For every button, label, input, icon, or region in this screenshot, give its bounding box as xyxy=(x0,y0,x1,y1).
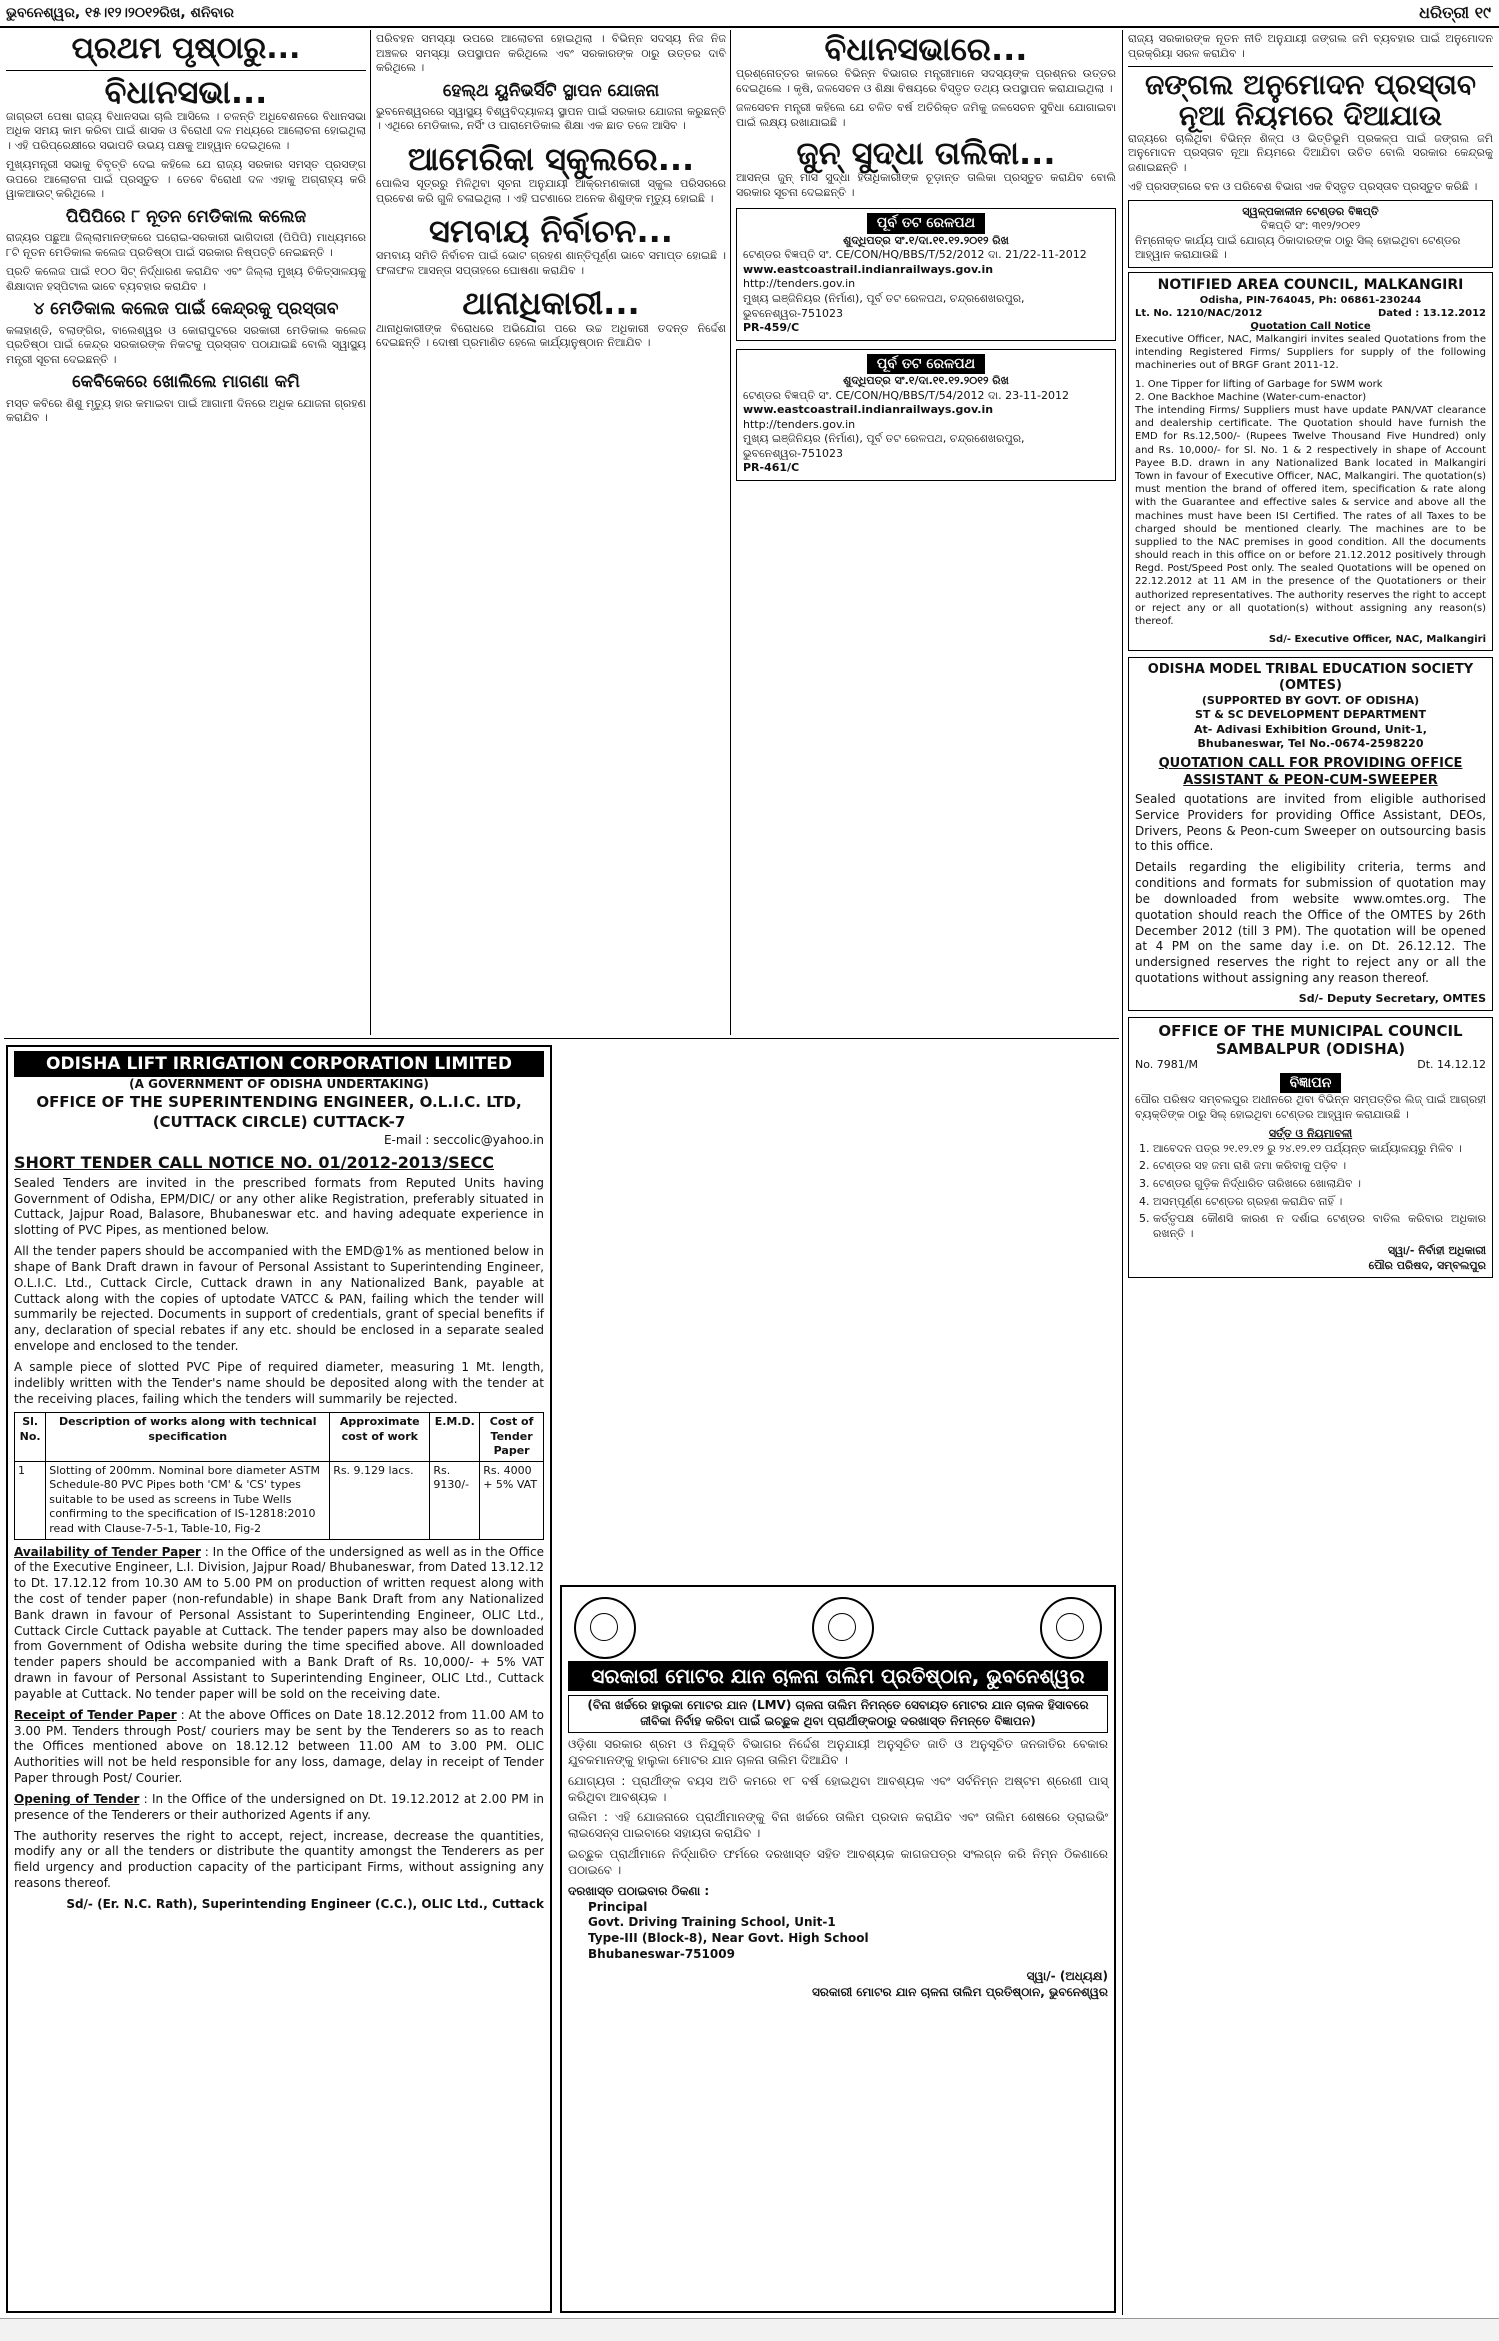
nac-address: Odisha, PIN-764045, Ph: 06861-230244 xyxy=(1199,294,1422,306)
omtes-address-1: At- Adivasi Exhibition Ground, Unit-1, xyxy=(1194,722,1427,736)
olic-office-circle: (CUTTACK CIRCLE) CUTTACK-7 xyxy=(152,1113,406,1132)
nac-letter-number: Lt. No. 1210/NAC/2012 xyxy=(1135,307,1263,319)
paragraph: ମୁଖ୍ୟମନ୍ତ୍ରୀ ସଭାକୁ ବିବୃତ୍ତି ଦେଇ କହିଲେ ଯେ ରାଜ୍ୟ ସରକାର ସମସ୍ତ ପ୍ରସଙ୍ଗ ଉପରେ ଆଲୋଚନା ପାଇଁ ପ୍ରସ୍ତୁତ । ତେବେ ବିରୋଧୀ ଦଳ ଏହାକୁ ଅଗ୍ରାହ୍ୟ କରି ୱାକଆଉଟ୍ କରିଥିଲେ । xyxy=(6,158,366,201)
olic-subtitle: (A GOVERNMENT OF ODISHA UNDERTAKING) xyxy=(129,1077,429,1092)
omtes-signature: Sd/- Deputy Secretary, OMTES xyxy=(1298,991,1486,1005)
availability-heading: Availability of Tender Paper xyxy=(14,1544,201,1559)
column-1 xyxy=(6,32,366,1032)
conditions-list xyxy=(1135,1142,1486,1241)
nac-intro: Executive Officer, NAC, Malkangiri invites sealed Quotations from the intending Registered Firms/ Suppliers for supply of the following machineries out of BRGF Grant 2011-12. xyxy=(1135,334,1486,372)
tender-site-link[interactable]: http://tenders.gov.in xyxy=(743,277,856,291)
driving-paragraph: ତାଲିମ : ଏହି ଯୋଜନାରେ ପ୍ରାର୍ଥୀମାନଙ୍କୁ ବିନା ଖର୍ଚ୍ଚରେ ତାଲିମ ପ୍ରଦାନ କରାଯିବ ଏବଂ ତାଲିମ ଶେଷରେ ଡ୍ରାଇଭିଂ ଲାଇସେନ୍ସ ପାଇବାରେ ସହାୟତା କରାଯିବ । xyxy=(568,1810,1108,1841)
driving-school-ad xyxy=(560,1585,1116,2313)
paragraph: ଏହି ପ୍ରସଙ୍ଗରେ ବନ ଓ ପରିବେଶ ବିଭାଗ ଏକ ବିସ୍ତୃତ ପ୍ରସ୍ତାବ ପ୍ରସ୍ତୁତ କରିଛି । xyxy=(1128,180,1478,194)
tender-box-ref: ବିଜ୍ଞପ୍ତି ସଂ: ୩୧୨/୨୦୧୨ xyxy=(1260,219,1361,233)
paragraph: ଆସନ୍ତା ଜୁନ୍ ମାସ ସୁଦ୍ଧା ହିତାଧିକାରୀଙ୍କ ଚୂଡ଼ାନ୍ତ ତାଲିକା ପ୍ରସ୍ତୁତ କରାଯିବ ବୋଲି ସରକାର ସୂଚନା ଦେଇଛନ୍ତି । xyxy=(736,171,1116,199)
olic-title: ODISHA LIFT IRRIGATION CORPORATION LIMITED xyxy=(14,1051,544,1077)
receipt-heading: Receipt of Tender Paper xyxy=(14,1707,177,1722)
govt-emblem-left xyxy=(574,1597,636,1659)
section-divider xyxy=(4,1038,1119,1039)
condition-item: 5. କର୍ତ୍ତୃପକ୍ଷ କୌଣସି କାରଣ ନ ଦର୍ଶାଇ ଟେଣ୍ଡର ବାତିଲ କରିବାର ଅଧିକାର ରଖନ୍ତି । xyxy=(1153,1212,1486,1241)
paragraph: ପରିବହନ ସମସ୍ୟା ଉପରେ ଆଲୋଚନା ହୋଇଥିଲା । ବିଭିନ୍ନ ସଦସ୍ୟ ନିଜ ନିଜ ଅଞ୍ଚଳର ସମସ୍ୟା ଉପସ୍ଥାପନ କରିଥିଲେ ଏବଂ ସରକାରଙ୍କ ଠାରୁ ଉତ୍ତର ଦାବି କରିଥିଲେ । xyxy=(376,32,726,75)
table-cell: Rs. 4000 + 5% VAT xyxy=(480,1461,544,1539)
advertisement-tag: ବିଜ୍ଞାପନ xyxy=(1280,1073,1342,1093)
table-header: E.M.D. xyxy=(430,1413,480,1462)
olic-office: OFFICE OF THE SUPERINTENDING ENGINEER, O.L.I.C. LTD, xyxy=(36,1093,522,1112)
masthead xyxy=(0,0,1499,28)
table-cell: Rs. 9.129 lacs. xyxy=(330,1461,430,1539)
nac-subject: Quotation Call Notice xyxy=(1250,320,1371,332)
sambalpur-title: OFFICE OF THE MUNICIPAL COUNCIL SAMBALPUR (ODISHA) xyxy=(1158,1022,1463,1059)
paragraph: କଳାହାଣ୍ଡି, ବଲାଙ୍ଗିର, ବାଲେଶ୍ୱର ଓ କୋରାପୁଟରେ ସରକାରୀ ମେଡିକାଲ କଲେଜ ପ୍ରତିଷ୍ଠା ପାଇଁ କେନ୍ଦ୍ର ସରକାରଙ୍କ ନିକଟକୁ ପ୍ରସ୍ତାବ ପଠାଯାଇଛି ବୋଲି ସ୍ୱାସ୍ଥ୍ୟ ମନ୍ତ୍ରୀ ସୂଚନା ଦେଇଛନ୍ତି । xyxy=(6,323,366,366)
corrigendum-number: ଶୁଦ୍ଧିପତ୍ର ସଂ.୧/ଦା.୧୧.୧୨.୨୦୧୨ ରିଖ xyxy=(843,374,1009,388)
olic-email[interactable]: E-mail : seccolic@yahoo.in xyxy=(383,1132,544,1147)
column-divider xyxy=(370,30,371,1035)
headline: ସମବାୟ ନିର୍ବାଚନ... xyxy=(429,212,673,251)
olic-reserve-clause: The authority reserves the right to accept, reject, increase, decrease the quantities, modify any or all the tenders or distribute the quantity amongst the Tenderers as per field urgency and production capacity of the participant Firms, without assigning any reasons thereof. xyxy=(14,1828,544,1891)
headline: ଜଙ୍ଗଲ ଅନୁମୋଦନ ପ୍ରସ୍ତାବ ନୂଆ ନିୟମରେ ଦିଆଯାଉ xyxy=(1145,68,1476,132)
driving-signature-office: ସରକାରୀ ମୋଟର ଯାନ ଚାଳନା ତାଲିମ ପ୍ରତିଷ୍ଠାନ, ଭୁବନେଶ୍ୱର xyxy=(811,1984,1108,1999)
receipt-text: At the above Offices on Date 18.12.2012 from 11.00 AM to 3.00 PM. Tenders through Post/ couriers may be sent by the Tenderers so as to reach the Offices mentioned above on 18.12.12 between 11.00 AM to 3.00 PM. OLIC Authorities will not be held responsible for any loss, damage, delay in receipt of Tender Paper through Post/ Courier. xyxy=(14,1707,545,1786)
omtes-address-2: Bhubaneswar, Tel No.-0674-2598220 xyxy=(1197,737,1424,751)
tender-box-heading: ସ୍ୱଳ୍ପକାଳୀନ ଟେଣ୍ଡର ବିଜ୍ଞପ୍ତି xyxy=(1242,204,1379,218)
tender-site-link[interactable]: http://tenders.gov.in xyxy=(743,417,856,431)
paragraph: ଭୁବନେଶ୍ୱରରେ ସ୍ୱାସ୍ଥ୍ୟ ବିଶ୍ୱବିଦ୍ୟାଳୟ ସ୍ଥାପନ ପାଇଁ ସରକାର ଯୋଜନା କରୁଛନ୍ତି । ଏଥିରେ ମେଡିକାଲ, ନର୍ସିଂ ଓ ପାରାମେଡିକାଲ ଶିକ୍ଷା ଏକ ଛାତ ତଳେ ଆସିବ । xyxy=(376,104,726,133)
olic-paragraph: A sample piece of slotted PVC Pipe of required diameter, measuring 1 Mt. length, indelibly written with the Tender's name should be deposited along with the tender at the receiving places, failing which the tenders will summarily be rejected. xyxy=(14,1359,544,1406)
headline: ଥାନାଧିକାରୀ... xyxy=(462,284,640,323)
subheadline: କେବିକେରେ ଖୋଲିଲେ ମାଗଣା କମି xyxy=(72,372,300,393)
olic-works-table xyxy=(14,1412,544,1539)
nac-signature: Sd/- Executive Officer, NAC, Malkangiri xyxy=(1268,634,1486,646)
subheadline: ହେଲ୍ଥ ୟୁନିଭର୍ସିଟି ସ୍ଥାପନ ଯୋଜନା xyxy=(442,80,660,101)
nac-item: 1. One Tipper for lifting of Garbage for SWM work xyxy=(1135,378,1383,390)
omtes-paragraph: Sealed quotations are invited from eligible authorised Service Providers for providing Office Assistant, DEOs, Drivers, Peons & Peon-cum Sweeper on outsourcing basis to this office. xyxy=(1135,791,1486,854)
paragraph: ପ୍ରତି କଲେଜ ପାଇଁ ୧୦୦ ସିଟ୍ ନିର୍ଦ୍ଧାରଣ କରାଯିବ ଏବଂ ଜିଲ୍ଲା ମୁଖ୍ୟ ଚିକିତ୍ସାଳୟକୁ ଶିକ୍ଷାଦାନ ହସ୍ପିଟାଲ ଭାବେ ବ୍ୟବହାର କରାଯିବ । xyxy=(6,265,366,293)
tender-box-body: ନିମ୍ନୋକ୍ତ କାର୍ଯ୍ୟ ପାଇଁ ଯୋଗ୍ୟ ଠିକାଦାରଙ୍କ ଠାରୁ ସିଲ୍ ହୋଇଥିବା ଟେଣ୍ଡର ଆହ୍ୱାନ କରାଯାଉଛି । xyxy=(1135,233,1461,262)
omtes-department: ST & SC DEVELOPMENT DEPARTMENT xyxy=(1194,708,1427,722)
omtes-subject: QUOTATION CALL FOR PROVIDING OFFICE ASSISTANT & PEON-CUM-SWEEPER xyxy=(1158,755,1463,788)
opening-text: In the Office of the undersigned on Dt. 19.12.2012 at 2.00 PM in presence of the Tenderers or their authorized Agents if any. xyxy=(14,1791,545,1822)
driving-school-subtitle: (ବିନା ଖର୍ଚ୍ଚରେ ହାଲୁକା ମୋଟର ଯାନ (LMV) ଚାଳନା ତାଲିମ ନିମନ୍ତେ ସେବାୟତ ମୋଟର ଯାନ ଚାଳକ ହିସାବରେ ଜୀବିକା ନିର୍ବାହ କରିବା ପାଇଁ ଇଚ୍ଛୁକ ଥିବା ପ୍ରାର୍ଥୀଙ୍କଠାରୁ ଦରଖାସ୍ତ ନିମନ୍ତେ ବିଜ୍ଞାପନ) xyxy=(568,1695,1108,1733)
address-line: Type-III (Block-8), Near Govt. High School xyxy=(588,1931,869,1946)
sambalpur-signature: ସ୍ୱା/- ନିର୍ବାହୀ ଅଧିକାରୀ xyxy=(1387,1244,1486,1258)
column-3 xyxy=(736,32,1116,1032)
address-line: Bhubaneswar-751009 xyxy=(588,1946,735,1961)
driving-school-title: ସରକାରୀ ମୋଟର ଯାନ ଚାଳନା ତାଲିମ ପ୍ରତିଷ୍ଠାନ, ଭୁବନେଶ୍ୱର xyxy=(568,1661,1108,1691)
headline: ଆମେରିକା ସ୍କୁଲରେ... xyxy=(407,139,695,178)
paper-name-and-page xyxy=(1419,2,1491,23)
kicker-first-page: ପ୍ରଥମ ପୃଷ୍ଠାରୁ... xyxy=(71,32,301,66)
driving-signature: ସ୍ୱା/- (ଅଧ୍ୟକ୍ଷ) xyxy=(1026,1968,1108,1983)
column-2 xyxy=(376,32,726,1032)
column-divider xyxy=(730,30,731,1035)
table-header: Cost of Tender Paper xyxy=(480,1413,544,1462)
table-header: Approximate cost of work xyxy=(330,1413,430,1462)
sambalpur-notice xyxy=(1128,1017,1493,1278)
olic-signature: Sd/- (Er. N.C. Rath), Superintending Engineer (C.C.), OLIC Ltd., Cuttack xyxy=(66,1896,544,1911)
nac-item: 2. One Backhoe Machine (Water-cum-enactor) xyxy=(1135,391,1367,403)
tender-reference: ଟେଣ୍ଡର ବିଜ୍ଞପ୍ତି ସଂ. CE/CON/HQ/BBS/T/54/2012 ଦା. 23-11-2012 xyxy=(743,388,1069,402)
paragraph: ରାଜ୍ୟର ପଛୁଆ ଜିଲ୍ଲାମାନଙ୍କରେ ଘରୋଇ-ସରକାରୀ ଭାଗିଦାରୀ (ପିପିପି) ମାଧ୍ୟମରେ ୮ଟି ନୂତନ ମେଡିକାଲ କଲେଜ ପ୍ରତିଷ୍ଠା ପାଇଁ ସରକାର ନିଷ୍ପତ୍ତି ନେଇଛନ୍ତି । xyxy=(6,231,366,259)
website-link[interactable]: www.eastcoastrail.indianrailways.gov.in xyxy=(743,403,994,417)
paragraph: ଥାନାଧିକାରୀଙ୍କ ବିରୋଧରେ ଅଭିଯୋଗ ପରେ ଉଚ୍ଚ ଅଧିକାରୀ ତଦନ୍ତ ନିର୍ଦ୍ଦେଶ ଦେଇଛନ୍ତି । ଦୋଷୀ ପ୍ରମାଣିତ ହେଲେ କାର୍ଯ୍ୟାନୁଷ୍ଠାନ ନିଆଯିବ । xyxy=(376,321,726,350)
condition-item: 4. ଅସମ୍ପୂର୍ଣ୍ଣ ଟେଣ୍ଡର ଗ୍ରହଣ କରାଯିବ ନାହିଁ । xyxy=(1153,1195,1486,1210)
olic-paragraph: All the tender papers should be accompanied with the EMD@1% as mentioned below in shape of Bank Draft drawn in favour of Personal Assistant to Superintending Engineer, O.L.I.C. Ltd., Cuttack Circle, Cuttack drawn in any Nationalized Bank, payable at Cuttack along with the copies of uptodate VATCC & PAN, failing which the tender will summarily be rejected. Documents in support of credentials, grant of special benefits if any, declaration of special rebates if any etc. should be enclosed in a separate sealed envelope and enclosed to the tender. xyxy=(14,1244,544,1354)
condition-item: 3. ଟେଣ୍ଡର ଗୁଡ଼ିକ ନିର୍ଦ୍ଧାରିତ ତାରିଖରେ ଖୋଲାଯିବ । xyxy=(1153,1177,1486,1192)
olic-notice-title: SHORT TENDER CALL NOTICE NO. 01/2012-2013/SECC xyxy=(14,1152,495,1172)
paragraph: ଜାଗ୍ରତୀ ପେଷା ରାଜ୍ୟ ବିଧାନସଭା ଚାଲି ଆସିଲେ । ଚଳନ୍ତି ଅଧିବେଶନରେ ବିଧାନସଭା ଅଧିକ ସମୟ କାମ କରିବା ପାଇଁ ଶାସକ ଓ ବିରୋଧୀ ଦଳ ମଧ୍ୟରେ ଆଲୋଚନା ହୋଇଥିଲା । ଏହି ପରିପ୍ରେକ୍ଷୀରେ ସଭାପତି ଉଭୟ ପକ୍ଷକୁ ଆହ୍ୱାନ ଦେଇଥିଲେ । xyxy=(6,109,366,152)
railway-notice xyxy=(736,208,1116,340)
subheadline: ପିପିପିରେ ୮ ନୂତନ ମେଡିକାଲ କଲେଜ xyxy=(65,206,307,227)
nac-body: The intending Firms/ Suppliers must have update PAN/VAT clearance and dealership certificate. The Quotation should have furnish the EMD for Rs.12,500/- (Rupees Twelve Thousand Five Hundred) only and Rs. 10,000/- for Sl. No. 1 & 2 respectively in shape of Account Payee B.D. drawn in any Nationalized Bank located in Malkangiri Town in favour of Executive Officer, NAC, Malkangiri. The quotation(s) must mention the brand of offered item, specification & rate along with the Guarantee and effective sales & service and above all the machines must have been ISI Certified. The rates of all Taxes to be charged should be mentioned clearly. The machines are to be supplied to the NAC premises in good condition. All the documents should reach in this office on or before 21.12.2012 positively through Regd. Post/Speed Post only. The sealed Quotations will be opened on 22.12.2012 at 11 AM in the presence of the Quotationers or their authorized representatives. The authority reserves the right to accept or reject any or all quotation(s) without assigning any reason(s) thereof. xyxy=(1135,405,1486,628)
condition-item: 1. ଆବେଦନ ପତ୍ର ୨୧.୧୨.୧୨ ରୁ ୨୪.୧୨.୧୨ ପର୍ଯ୍ୟନ୍ତ କାର୍ଯ୍ୟାଳୟରୁ ମିଳିବ । xyxy=(1153,1142,1486,1157)
page-footer-strip xyxy=(0,2318,1499,2341)
paragraph: ପୋଲିସ ସୂତ୍ରରୁ ମିଳିଥିବା ସୂଚନା ଅନୁଯାୟୀ ଆକ୍ରମଣକାରୀ ସ୍କୁଲ ପରିସରରେ ପ୍ରବେଶ କରି ଗୁଳି ଚଳାଇଥିଲା । ଏହି ଘଟଣାରେ ଅନେକ ଶିଶୁଙ୍କ ମୃତ୍ୟୁ ହୋଇଛି । xyxy=(376,177,726,205)
sambalpur-number: No. 7981/M xyxy=(1135,1058,1198,1072)
nac-title: NOTIFIED AREA COUNCIL, MALKANGIRI xyxy=(1157,276,1464,293)
paragraph: ପ୍ରଶ୍ନୋତ୍ତର କାଳରେ ବିଭିନ୍ନ ବିଭାଗର ମନ୍ତ୍ରୀମାନେ ସଦସ୍ୟଙ୍କ ପ୍ରଶ୍ନର ଉତ୍ତର ଦେଇଥିଲେ । କୃଷି, ଜଳସେଚନ ଓ ଶିକ୍ଷା ବିଷୟରେ ବିସ୍ତୃତ ତଥ୍ୟ ଉପସ୍ଥାପନ କରାଯାଇଥିଲା । xyxy=(736,67,1116,95)
conditions-heading: ସର୍ତ୍ତ ଓ ନିୟମାବଳୀ xyxy=(1268,1127,1353,1141)
address-heading: ଦରଖାସ୍ତ ପଠାଇବାର ଠିକଣା : xyxy=(568,1883,710,1898)
table-cell: Rs. 9130/- xyxy=(430,1461,480,1539)
availability-text: In the Office of the undersigned as well as in the Office of the Executive Engineer, L.I. Division, Jajpur Road/ Bhubaneswar, from Dated 13.12.12 to Dt. 17.12.12 from 10.30 AM to 5.00 PM on production of written request along with the cost of tender paper (non-refundable) in shape Bank Draft from any Nationalized Bank drawn in favour of Personal Assistant to Superintending Engineer, OLIC Ltd., Cuttack Circle Cuttack payable at Cuttack. The tender papers may also be downloaded from Government of Odisha website during the time specified above. All downloaded tender papers should be accompanied with a Bank Draft of Rs. 10,000/- + 5% VAT drawn in favour of Personal Assistant to Superintending Engineer, OLIC Ltd., Cuttack payable at Cuttack. No tender paper will be sold on the receiving date. xyxy=(14,1544,545,1701)
pr-number: PR-461/C xyxy=(743,461,800,475)
sambalpur-date: Dt. 14.12.12 xyxy=(1417,1058,1486,1072)
short-tender-box xyxy=(1128,200,1493,268)
railway-title: ପୂର୍ବ ତଟ ରେଳପଥ xyxy=(867,354,985,374)
table-header: Description of works along with technical specification xyxy=(46,1413,330,1462)
nac-notice xyxy=(1128,272,1493,652)
omtes-support: (SUPPORTED BY GOVT. OF ODISHA) xyxy=(1201,693,1420,707)
olic-tender-notice: ODISHA LIFT IRRIGATION CORPORATION LIMITED (A GOVERNMENT OF ODISHA UNDERTAKING) OFFICE OF THE SUPERINTENDING ENGINEER, O.L.I.C. LTD, (CUTTACK CIRCLE) CUTTACK-7 E-mail : seccolic@yahoo.in SHORT TENDER CALL NOTICE NO. 01/2012-2013/SECC Sealed Tenders are invited in the prescribed formats from Reputed Units having Government of Odisha, EPM/DIC/ or any other alike Registration, preferably situated in Cuttack, Jajpur Road, Balasore, Bhubaneswar etc. and having adequate experience in slotting of PVC Pipes, as mentioned below. All the tender papers should be accompanied with the EMD@1% as mentioned below in shape of Bank Draft drawn in favour of Personal Assistant to Superintending Engineer, O.L.I.C. Ltd., Cuttack Circle, Cuttack drawn in any Nationalized Bank, payable at Cuttack along with the copies of uptodate VATCC & PAN, failing which the tender will summarily be rejected. Documents in support of credentials, grant of special benefits if any, declaration of special rebates if any etc. should be enclosed in a separate sealed envelope and enclosed to the tender. A sample piece of slotted PVC Pipe of required diameter, measuring 1 Mt. length, indelibly written with the Tender's name should be deposited along with the tender at the receiving places, failing which the tenders will summarily be rejected. Sl. No. Description of works along with technical specification Approximate cost of work E.M.D. Cost of Tender Paper 1 Slotting of 200mm. Nominal bore diameter ASTM Schedule-80 PVC Pipes both 'CM' & 'CS' types suitable to be used as screens in Tube Wells confirming to the specification of IS-12818:2010 read with Clause-7-5-1, Table-10, Fig-2 Rs. 9.129 lacs. Rs. 9130/- Rs. 4000 + 5% VAT Availability of Tender Paper : In the Office of the undersigned as well as in the Office of the Executive Engineer, L.I. Division, Jajpur Road/ Bhubaneswar, from Dated 13.12.12 to Dt. 17.12.12 from 10.30 AM to 5.00 PM on production of written request along with the cost of tender paper (non-refundable) in shape Bank Draft from any Nationalized Bank drawn in favour of Personal Assistant to Superintending Engineer, OLIC Ltd., Cuttack Circle Cuttack payable at Cuttack. The tender papers may also be downloaded from Government of Odisha website during the time specified above. All downloaded tender papers should be accompanied with a Bank Draft of Rs. 10,000/- + 5% VAT drawn in favour of Personal Assistant to Superintending Engineer, OLIC Ltd., Cuttack payable at Cuttack. No tender paper will be sold on the receiving date. Receipt of Tender Paper : At the above Offices on Date 18.12.2012 from 11.00 AM to 3.00 PM. Tenders through Post/ couriers may be sent by the Tenderers so as to reach the Offices mentioned above on 18.12.12 between 11.00 AM to 3.00 PM. OLIC Authorities will not be held responsible for any loss, damage, delay in receipt of Tender Paper through Post/ Courier. Opening of Tender : In the Office of the undersigned on Dt. 19.12.2012 at 2.00 PM in presence of the Tenderers or their authorized Agents if any. The authority reserves the right to accept, reject, increase, decrease the quantities, modify any or all the tenders or distribute the quantity amongst the Tenderers as per field urgency and production capacity of the participant Firms, without assigning any reasons thereof. Sd/- (Er. N.C. Rath), Superintending Engineer (C.C.), OLIC Ltd., Cuttack xyxy=(6,1045,552,2313)
paragraph: ରାଜ୍ୟ ସରକାରଙ୍କ ନୂତନ ନୀତି ଅନୁଯାୟୀ ଜଙ୍ଗଲ ଜମି ବ୍ୟବହାର ପାଇଁ ଅନୁମୋଦନ ପ୍ରକ୍ରିୟା ସରଳ କରାଯିବ । xyxy=(1128,32,1493,60)
condition-item: 2. ଟେଣ୍ଡର ସହ ଜମା ରାଶି ଜମା କରିବାକୁ ପଡ଼ିବ । xyxy=(1153,1159,1486,1174)
paragraph: ଜଳସେଚନ ମନ୍ତ୍ରୀ କହିଲେ ଯେ ଚଳିତ ବର୍ଷ ଅତିରିକ୍ତ ଜମିକୁ ଜଳସେଚନ ସୁବିଧା ଯୋଗାଇବା ପାଇଁ ଲକ୍ଷ୍ୟ ରଖାଯାଇଛି । xyxy=(736,101,1116,129)
railway-title: ପୂର୍ବ ତଟ ରେଳପଥ xyxy=(867,213,985,233)
website-link[interactable]: www.eastcoastrail.indianrailways.gov.in xyxy=(743,262,994,276)
column-divider xyxy=(1122,30,1123,2315)
nac-date: Dated : 13.12.2012 xyxy=(1378,307,1486,319)
table-cell: Slotting of 200mm. Nominal bore diameter ASTM Schedule-80 PVC Pipes both 'CM' & 'CS' types suitable to be used as screens in Tube Wells confirming to the specification of IS-12818:2010 read with Clause-7-5-1, Table-10, Fig-2 xyxy=(46,1461,330,1539)
address-line: Govt. Driving Training School, Unit-1 xyxy=(588,1915,836,1930)
opening-heading: Opening of Tender xyxy=(14,1791,140,1806)
paragraph: ମସ୍ତ କବିରେ ଶିଶୁ ମୃତ୍ୟୁ ହାର କମାଇବା ପାଇଁ ଆଗାମୀ ଦିନରେ ଅଧିକ ଯୋଜନା ଗ୍ରହଣ କରାଯିବ । xyxy=(6,396,366,425)
driving-paragraph: ଯୋଗ୍ୟତା : ପ୍ରାର୍ଥୀଙ୍କ ବୟସ ଅତି କମରେ ୧୮ ବର୍ଷ ହୋଇଥିବା ଆବଶ୍ୟକ ଏବଂ ସର୍ବନିମ୍ନ ଅଷ୍ଟମ ଶ୍ରେଣୀ ପାସ୍ କରିଥିବା ଆବଶ୍ୟକ । xyxy=(568,1773,1108,1804)
office-address: ମୁଖ୍ୟ ଇଞ୍ଜିନିୟର (ନିର୍ମାଣ), ପୂର୍ବ ତଟ ରେଳପଥ, ଚନ୍ଦ୍ରଶେଖରପୁର, ଭୁବନେଶ୍ୱର-751023 xyxy=(743,292,1025,320)
headline: ବିଧାନସଭା... xyxy=(104,72,268,111)
paragraph: ରାଜ୍ୟରେ ଚାଲିଥିବା ବିଭିନ୍ନ ଶିଳ୍ପ ଓ ଭିତ୍ତିଭୂମି ପ୍ରକଳ୍ପ ପାଇଁ ଜଙ୍ଗଲ ଜମି ଅନୁମୋଦନ ପ୍ରସ୍ତାବ ନୂଆ ନିୟମରେ ଦିଆଯିବା ଉଚିତ ବୋଲି ସରକାର କେନ୍ଦ୍ରକୁ ଜଣାଇଛନ୍ତି । xyxy=(1128,131,1493,174)
table-row xyxy=(15,1461,544,1539)
driving-paragraph: ଓଡ଼ିଶା ସରକାର ଶ୍ରମ ଓ ନିଯୁକ୍ତି ବିଭାଗର ନିର୍ଦ୍ଦେଶ ଅନୁଯାୟୀ ଅନୁସୂଚିତ ଜାତି ଓ ଅନୁସୂଚିତ ଜନଜାତିର ବେକାର ଯୁବକମାନଙ୍କୁ ହାଲୁକା ମୋଟର ଯାନ ଚାଳନା ତାଲିମ ଦିଆଯିବ । xyxy=(568,1737,1108,1767)
railway-notice xyxy=(736,349,1116,481)
table-cell: 1 xyxy=(15,1461,46,1539)
pr-number: PR-459/C xyxy=(743,321,800,335)
office-address: ମୁଖ୍ୟ ଇଞ୍ଜିନିୟର (ନିର୍ମାଣ), ପୂର୍ବ ତଟ ରେଳପଥ, ଚନ୍ଦ୍ରଶେଖରପୁର, ଭୁବନେଶ୍ୱର-751023 xyxy=(743,432,1025,460)
column-4 xyxy=(1128,32,1493,2314)
driving-paragraph: ଇଚ୍ଛୁକ ପ୍ରାର୍ଥୀମାନେ ନିର୍ଦ୍ଧାରିତ ଫର୍ମରେ ଦରଖାସ୍ତ ସହିତ ଆବଶ୍ୟକ କାଗଜପତ୍ର ସଂଲଗ୍ନ କରି ନିମ୍ନ ଠିକଣାରେ ପଠାଇବେ । xyxy=(568,1847,1108,1877)
omtes-title: ODISHA MODEL TRIBAL EDUCATION SOCIETY (OMTES) xyxy=(1147,662,1474,694)
sambalpur-signature-office: ପୌର ପରିଷଦ, ସମ୍ବଲପୁର xyxy=(1368,1258,1486,1272)
subheadline: ୪ ମେଡିକାଲ କଲେଜ ପାଇଁ କେନ୍ଦ୍ରକୁ ପ୍ରସ୍ତାବ xyxy=(33,299,339,320)
headline: ବିଧାନସଭାରେ... xyxy=(824,32,1028,68)
table-header: Sl. No. xyxy=(15,1413,46,1462)
olic-paragraph: Sealed Tenders are invited in the prescribed formats from Reputed Units having Government of Odisha, EPM/DIC/ or any other alike Registration, preferably situated in Cuttack, Jajpur Road, Balasore, Bhubaneswar etc. and having adequate experience in slotting of PVC Pipes, as mentioned below. xyxy=(14,1175,544,1238)
dateline: ଭୁବନେଶ୍ୱର, ୧୫।୧୨।୨୦୧୨ରିଖ, ଶନିବାର xyxy=(6,5,234,21)
corrigendum-number: ଶୁଦ୍ଧିପତ୍ର ସଂ.୧/ଦା.୧୧.୧୨.୨୦୧୨ ରିଖ xyxy=(843,233,1009,247)
omtes-paragraph: Details regarding the eligibility criteria, terms and conditions and formats for submission of quotation may be downloaded from website www.omtes.org. The quotation should reach the Office of the OMTES by 26th December 2012 (till 3 PM). The quotation will be opened at 4 PM on the same day i.e. on Dt. 26.12.12. The undersigned reserves the right to reject any or all the quotations without assigning any reason thereof. xyxy=(1135,860,1486,986)
paper-name: ଧରିତ୍ରୀ xyxy=(1419,3,1470,22)
address-line: Principal xyxy=(588,1899,648,1914)
govt-emblem-right xyxy=(1040,1597,1102,1659)
page-number: ୧୯ xyxy=(1474,3,1491,22)
omtes-notice xyxy=(1128,657,1493,1011)
headline: ଜୁନ୍ ସୁଦ୍ଧା ତାଲିକା... xyxy=(796,134,1056,173)
tender-reference: ଟେଣ୍ଡର ବିଜ୍ଞପ୍ତି ସଂ. CE/CON/HQ/BBS/T/52/2012 ଦା. 21/22-11-2012 xyxy=(743,248,1087,262)
odisha-emblem-center xyxy=(812,1597,874,1659)
paragraph: ସମବାୟ ସମିତି ନିର୍ବାଚନ ପାଇଁ ଭୋଟ ଗ୍ରହଣ ଶାନ୍ତିପୂର୍ଣ୍ଣ ଭାବେ ସମାପ୍ତ ହୋଇଛି । ଫଳାଫଳ ଆସନ୍ତା ସପ୍ତାହରେ ଘୋଷଣା କରାଯିବ । xyxy=(376,249,726,277)
sambalpur-intro: ପୌର ପରିଷଦ ସମ୍ବଲପୁର ଅଧୀନରେ ଥିବା ବିଭିନ୍ନ ସମ୍ପତ୍ତିର ଲିଜ୍ ପାଇଁ ଆଗ୍ରହୀ ବ୍ୟକ୍ତିଙ୍କ ଠାରୁ ସିଲ୍ ହୋଇଥିବା ଟେଣ୍ଡର ଆହ୍ୱାନ କରାଯାଉଛି । xyxy=(1135,1093,1486,1121)
